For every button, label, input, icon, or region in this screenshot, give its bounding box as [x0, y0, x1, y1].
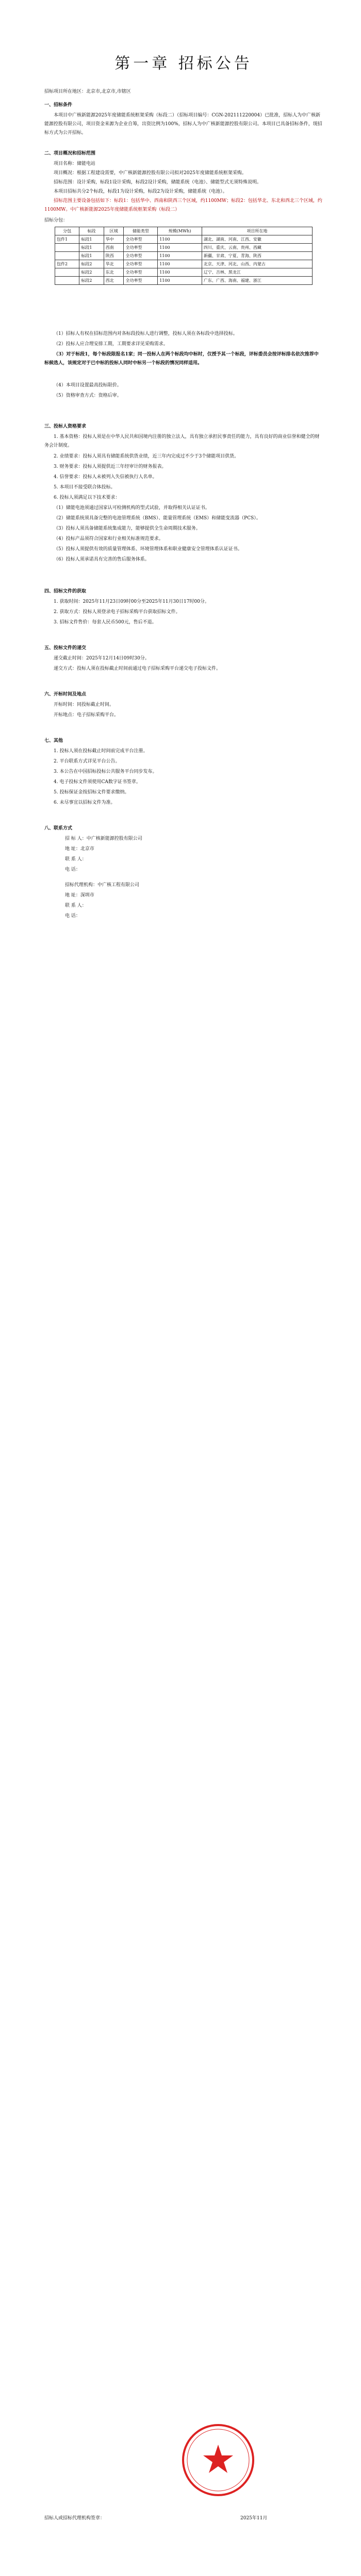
table-cell: 西南	[104, 244, 124, 252]
section-7-line: 3. 本公告在中国招标投标公共服务平台同步发布。	[54, 769, 157, 774]
table-cell: 包件1	[55, 235, 79, 244]
table-cell: 1100	[158, 260, 202, 268]
section-5-line: 递交方式：投标人须在投标截止时间前通过电子招标采购平台递交电子投标文件。	[54, 666, 221, 671]
contact-line: 地 址：北京市	[65, 846, 94, 852]
section-7-line: 2. 平台联系方式详见平台公告。	[54, 759, 120, 764]
table-cell: 1100	[158, 235, 202, 244]
table-cell	[55, 244, 79, 252]
section-3-heading: 三、投标人资格要求	[44, 424, 87, 429]
section-7-line: 5. 投标保证金按招标文件要求缴纳。	[54, 790, 129, 795]
section-2-line: 招标范围：设计采购，标段1设计采购，标段2设计采购，储能系统（电池）、储能型式无须特殊说明。	[54, 180, 261, 185]
section-4-line: 1. 获取时间：2025年11月23日09时00分至2025年11月30日17时00分。	[54, 599, 209, 604]
section-7-line: 6. 未尽事宜以招标文件为准。	[54, 800, 116, 805]
section-6-line: 开标时间：同投标截止时间。	[54, 702, 114, 707]
table-cell: 辽宁、吉林、黑龙江	[202, 268, 312, 277]
section-7-line: 1. 投标人须在投标截止时间前完成平台注册。	[54, 749, 148, 754]
table-row	[55, 235, 313, 244]
table-header: 分包	[55, 227, 79, 235]
section-6-line: 开标地点：电子招标采购平台。	[54, 713, 119, 718]
section-4-heading: 四、招标文件的获取	[44, 589, 87, 594]
table-cell: 新疆、甘肃、宁夏、青海、陕西	[202, 252, 312, 260]
section-7-heading: 七、其他	[44, 738, 63, 743]
section-3-line: （5）投标人须提供有效的质量管理体系、环境管理体系和职业健康安全管理体系认证证书。	[54, 547, 242, 552]
section-3-line: 3. 财务要求：投标人须提供近三年经审计的财务报表。	[54, 464, 167, 469]
section-2-after: （2）投标人应合理安排工期，工期要求详见采购需求。	[54, 342, 168, 347]
intro: 招标项目所在地区：北京市,北京市,市辖区	[44, 89, 131, 94]
table-header: 区域	[104, 227, 124, 235]
section-6-heading: 六、开标时间及地点	[44, 692, 87, 697]
table-cell: 华中	[104, 235, 124, 244]
table-cell: 全功率型	[124, 277, 158, 285]
official-seal	[179, 2421, 257, 2499]
section-2-heading: 二、项目概况和招标范围	[44, 151, 96, 156]
table-cell	[55, 268, 79, 277]
table-row	[55, 252, 313, 260]
table-cell: 陕西	[104, 252, 124, 260]
contact-line: 招 标 人：中广核新能源控股有限公司	[65, 836, 142, 841]
table-header-row	[55, 227, 313, 235]
table-cell: 1100	[158, 244, 202, 252]
section-3-line: （3）投标人须具备储能系统集成能力，能够提供全生命周期技术服务。	[54, 526, 201, 531]
contact-line: 地 址：深圳市	[65, 893, 94, 898]
section-4-line: 3. 招标文件售价：每套人民币500元，售后不退。	[54, 620, 157, 625]
section-2-highlight: 招标范围主要设备包括如下：标段1：包括华中、西南和陕西三个区域，约1100MW；标段2：包括华北、东北和西北三个区域，约1100MW。中广核新能源2025年度储能系统框架采购（标段二）	[44, 198, 322, 212]
section-3-line: （2）储能系统须具备完整的电池管理系统（BMS）、能量管理系统（EMS）和储能变流器（PCS）。	[54, 516, 261, 521]
table-cell: 标段2	[79, 260, 104, 268]
table-cell: 广东、广西、海南、福建、浙江	[202, 277, 312, 285]
table-cell: 全功率型	[124, 260, 158, 268]
contact-line: 招标代理机构：中广核工程有限公司	[65, 883, 140, 888]
table-caption: 招标分包：	[44, 218, 68, 223]
section-2-line: 项目名称：储能电站	[54, 161, 96, 166]
table-cell: 包件2	[55, 260, 79, 268]
contact-line: 联 系 人：	[65, 857, 87, 862]
table-cell: 西北	[104, 277, 124, 285]
table-header: 项目所在地	[202, 227, 312, 235]
table-cell: 1100	[158, 268, 202, 277]
section-2-more: （4）本项目设置最高投标限价。	[54, 383, 122, 388]
section-8-heading: 八、联系方式	[44, 826, 73, 831]
footer-label: 招标人或招标代理机构签章：	[44, 2516, 105, 2521]
table-row	[55, 244, 313, 252]
table-cell	[55, 252, 79, 260]
section-3-line: 2. 业绩要求：投标人须具有储能系统供货业绩，近三年内完成过不少于3个储能项目供货。	[54, 454, 239, 459]
table-cell: 标段1	[79, 244, 104, 252]
contact-line: 联 系 人：	[65, 903, 87, 908]
section-4-line: 2. 获取方式：投标人须登录电子招标采购平台获取招标文件。	[54, 609, 180, 615]
table-cell: 标段1	[79, 252, 104, 260]
table-row	[55, 277, 313, 285]
footer-date: 2025年11月	[240, 2516, 268, 2521]
table-row	[55, 260, 313, 268]
section-2-more: （5）资格审查方式：资格后审。	[54, 393, 122, 398]
table-cell: 1100	[158, 277, 202, 285]
table-cell	[55, 277, 79, 285]
page-title: 第一章 招标公告	[114, 55, 253, 73]
contact-line: 电 话：	[65, 913, 80, 919]
section-3-line: 6. 投标人须满足以下技术要求：	[54, 495, 120, 500]
section-5-heading: 五、投标文件的递交	[44, 646, 87, 651]
section-3-line: （1）储能电池须通过国家认可检测机构的型式试验，并取得相关认证证书。	[54, 505, 210, 511]
lot-table	[55, 227, 313, 285]
section-2-line: 本项目招标共分2个标段，标段1为设计采购，标段2为设计采购，储能系统（电池）。	[54, 189, 227, 194]
table-header: 储能类型	[124, 227, 158, 235]
table-cell: 湖北、湖南、河南、江西、安徽	[202, 235, 312, 244]
table-cell: 标段2	[79, 277, 104, 285]
section-2-bold-note: （3）对于标段1，每个标段限报名1家；同一投标人在两个标段均中标时，仅授予其一个标段，评标委员会按评标排名依次推荐中标候选人，该规定对于已中标的投标人同时中标另一个标段的情况同样适用。	[44, 352, 319, 366]
table-cell: 全功率型	[124, 244, 158, 252]
section-1-text: 本项目中广核新能源2025年度储能系统框架采购（标段二）（招标项目编号：CGN-202111220004）已批准，招标人为中广核新能源控股有限公司，项目资金来源为企业自筹，出资比例为100%，招标人为中广核新能源控股有限公司。本项目已具备招标条件，现招标方式为公开招标。	[44, 113, 322, 135]
table-cell: 北京、天津、河北、山西、内蒙古	[202, 260, 312, 268]
section-5-line: 递交截止时间：2025年12月14日09时30分。	[54, 656, 150, 661]
table-cell: 1100	[158, 252, 202, 260]
table-cell: 全功率型	[124, 268, 158, 277]
section-7-line: 4. 电子投标文件须使用CA数字证书签章。	[54, 779, 141, 785]
section-3-line: （6）投标人须承诺具有完善的售后服务体系。	[54, 557, 150, 562]
table-header: 标段	[79, 227, 104, 235]
section-3-line: 1. 基本资格：投标人须是在中华人民共和国境内注册的独立法人，具有独立承担民事责任的能力，具有良好的商业信誉和健全的财务会计制度。	[44, 434, 320, 448]
table-cell: 全功率型	[124, 235, 158, 244]
section-3-line: 4. 信誉要求：投标人未被列入失信被执行人名单。	[54, 474, 157, 480]
table-header: 规模(MWh)	[158, 227, 202, 235]
section-2-line: 项目概况：根据工程建设需要，中广核新能源控股有限公司拟对2025年度储能系统框架采购。	[54, 171, 247, 176]
table-cell: 标段2	[79, 268, 104, 277]
contact-line: 电 话：	[65, 867, 80, 872]
table-row	[55, 268, 313, 277]
table-cell: 东北	[104, 268, 124, 277]
table-cell: 全功率型	[124, 252, 158, 260]
table-cell: 标段1	[79, 235, 104, 244]
table-cell: 华北	[104, 260, 124, 268]
section-3-line: （4）投标产品须符合国家和行业相关标准规范要求。	[54, 536, 163, 541]
section-3-line: 5. 本项目不接受联合体投标。	[54, 485, 116, 490]
section-2-after: （1）招标人有权在招标范围内对各标段投标人进行调整，投标人须在各标段中选择投标。	[54, 331, 238, 336]
section-1-heading: 一、招标条件	[44, 103, 73, 108]
table-cell: 四川、重庆、云南、贵州、西藏	[202, 244, 312, 252]
